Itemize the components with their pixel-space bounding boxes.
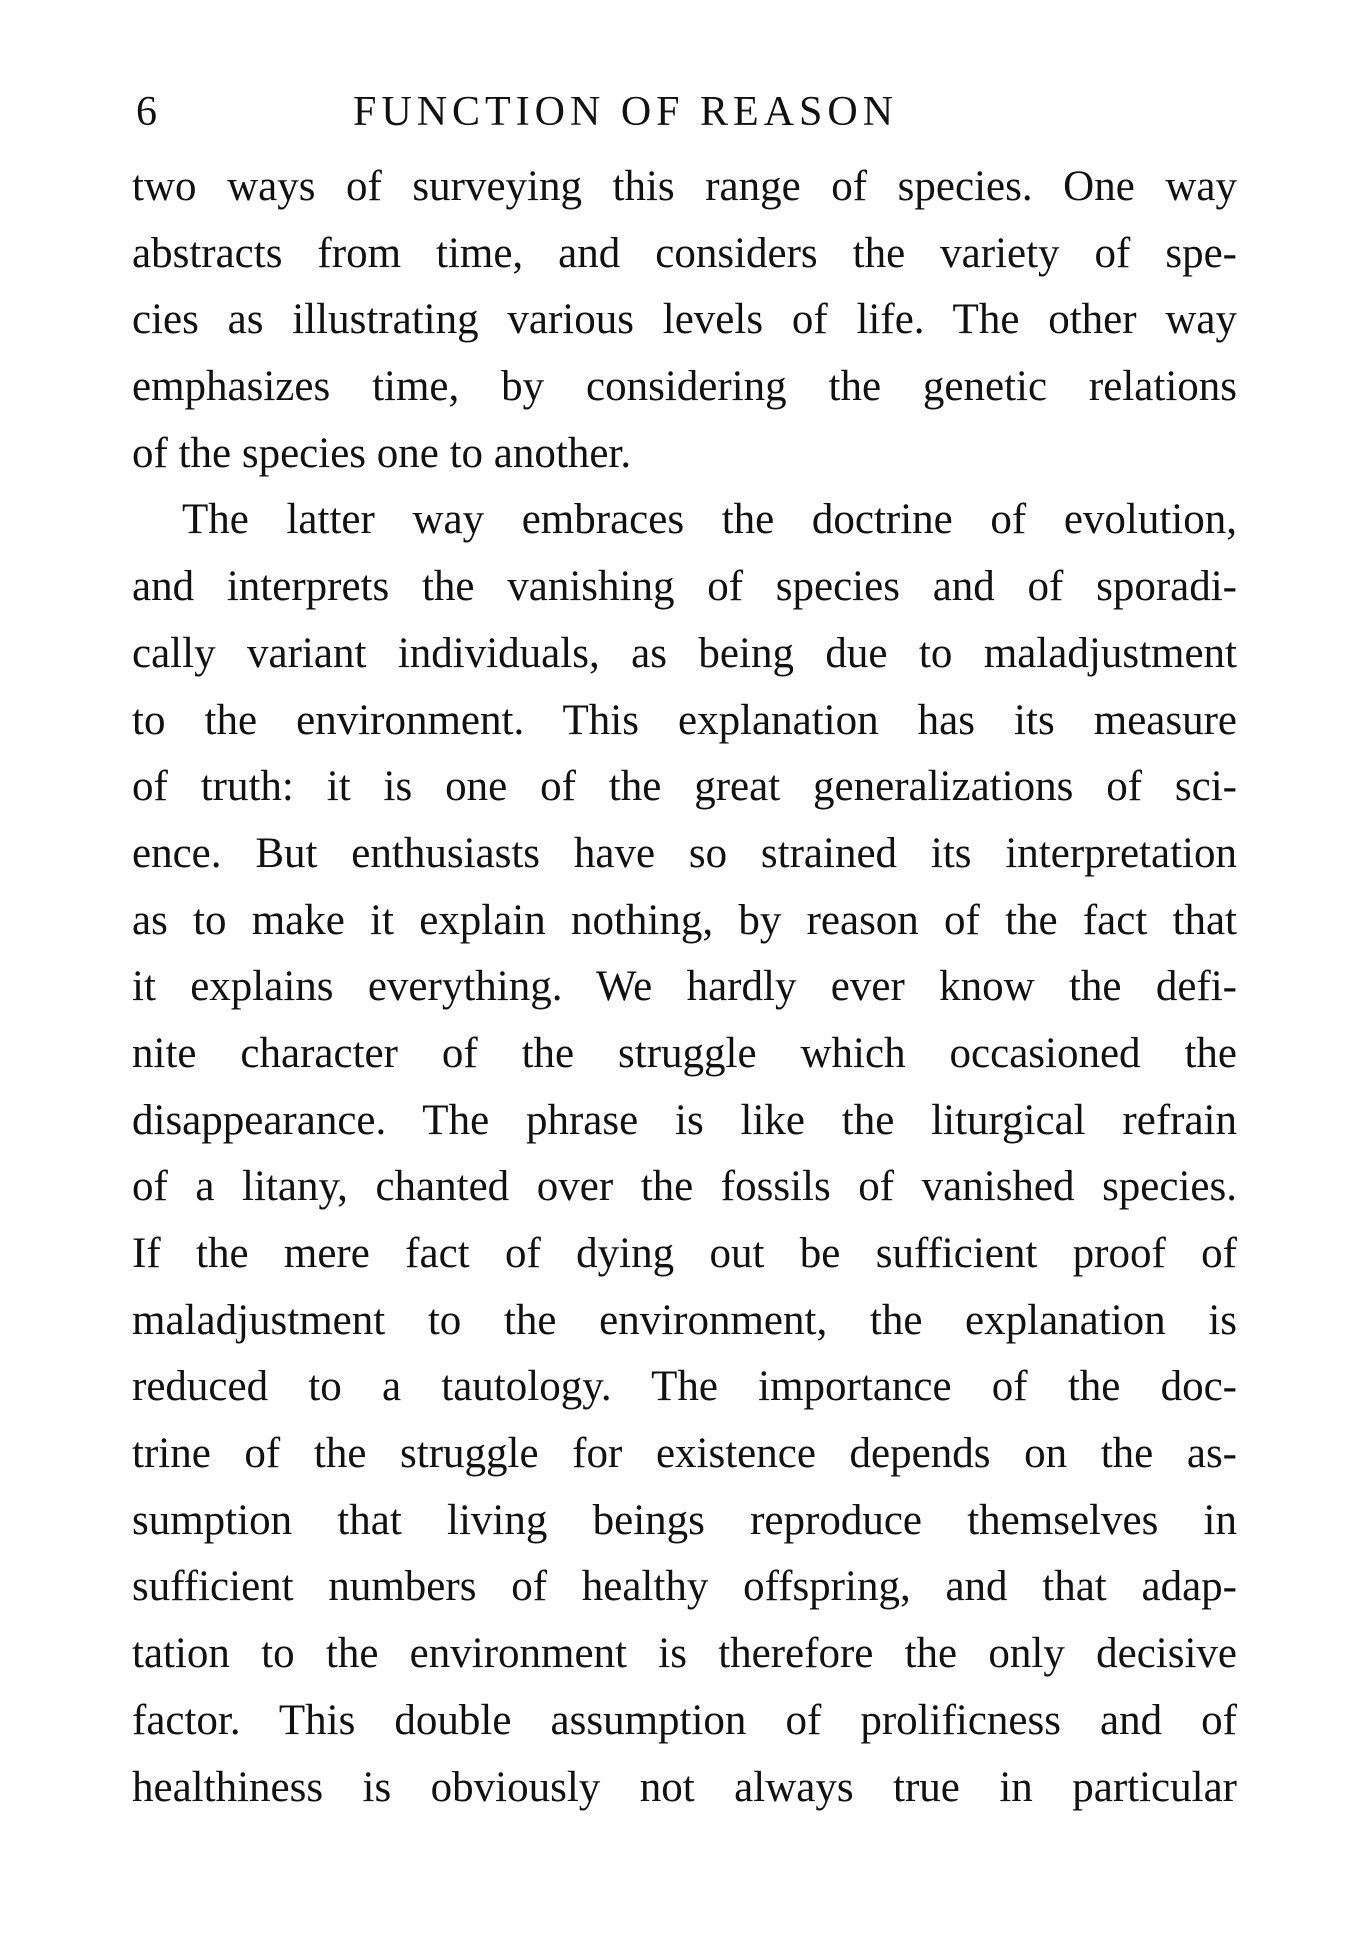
text-line: abstracts from time, and considers the variety of spe- [132,229,1237,277]
text-line: cies as illustrating various levels of life. The other way [132,296,1237,344]
text-line: trine of the struggle for existence depends on the as- [132,1430,1237,1478]
text-line: two ways of surveying this range of species. One way [132,163,1237,210]
text-line: The latter way embraces the doctrine of evolution, [182,496,1237,544]
text-line: and interprets the vanishing of species and of sporadi- [132,563,1237,611]
paragraph-2 [132,487,1237,1821]
text-line: factor. This double assumption of prolificness and of [132,1696,1237,1744]
text-line: maladjustment to the environment, the explanation is [132,1296,1237,1344]
text-line: reduced to a tautology. The importance of the doc- [132,1363,1237,1411]
text-line: to the environment. This explanation has its measure [132,696,1237,744]
text-line: tation to the environment is therefore the only decisive [132,1630,1237,1678]
text-line: of truth: it is one of the great generalizations of sci- [132,763,1237,811]
text-line: emphasizes time, by considering the genetic relations [132,363,1237,411]
text-line: cally variant individuals, as being due to maladjustment [132,629,1237,677]
text-line: nite character of the struggle which occasioned the [132,1029,1237,1077]
text-line: of a litany, chanted over the fossils of vanished species. [132,1163,1237,1211]
text-line: If the mere fact of dying out be sufficient proof of [132,1230,1237,1277]
text-line: healthiness is obviously not always true in particular [132,1763,1237,1811]
text-line: of the species one to another. [132,429,632,477]
text-line: sufficient numbers of healthy offspring, and that adap- [132,1563,1237,1611]
text-line: it explains everything. We hardly ever know the defi- [132,963,1237,1011]
text-line: as to make it explain nothing, by reason of the fact that [132,896,1237,944]
text-line: disappearance. The phrase is like the liturgical refrain [132,1096,1237,1144]
running-head [128,82,1238,142]
text-line: ence. But enthusiasts have so strained its interpretation [132,829,1237,877]
running-title: FUNCTION OF REASON [353,89,899,135]
body-text [132,154,1237,1864]
paragraph-1 [132,154,1237,487]
page-number: 6 [136,89,157,135]
text-line: sumption that living beings reproduce themselves in [132,1496,1237,1544]
